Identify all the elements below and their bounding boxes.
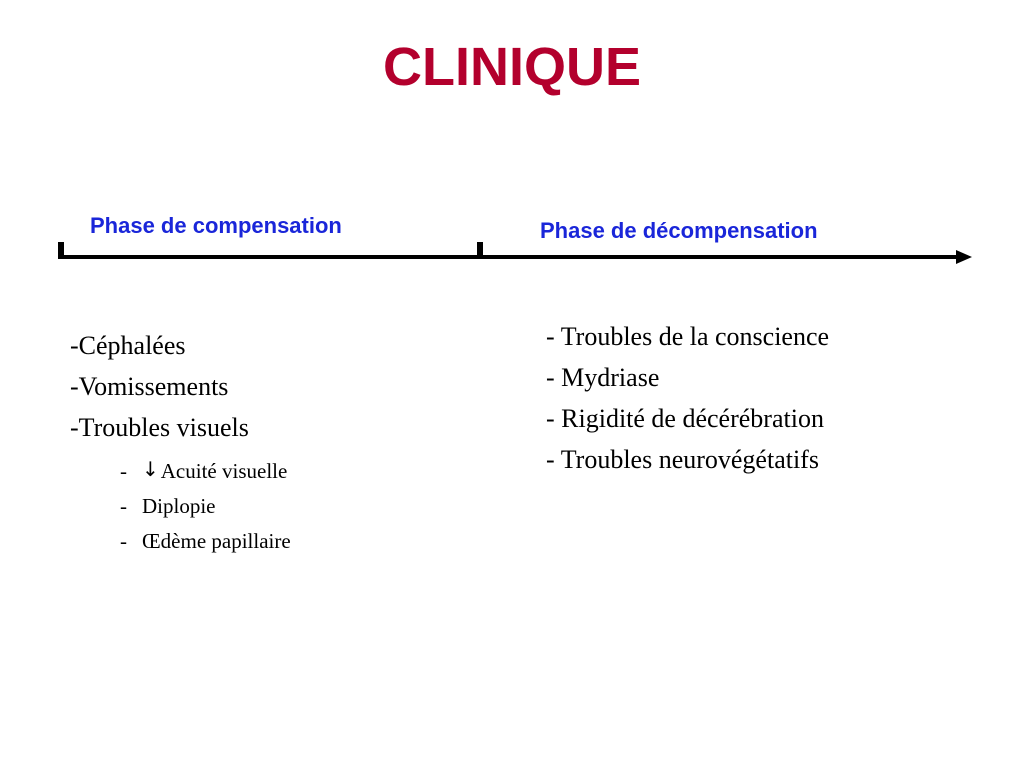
decompensation-symptom-list — [546, 316, 829, 480]
sub-list-dash: - — [120, 529, 127, 553]
slide-title: CLINIQUE — [382, 37, 641, 97]
compensation-symptom-list — [70, 325, 249, 448]
sub-list-text: Acuité visuelle — [160, 459, 288, 483]
timeline-start-tick — [58, 242, 64, 259]
sub-list-item-papilledema — [120, 524, 291, 559]
timeline-mid-tick — [477, 242, 483, 257]
sub-list-item-acuity — [120, 452, 291, 489]
list-item: - Rigidité de décérébration — [546, 404, 824, 433]
list-item: -Troubles visuels — [70, 413, 249, 442]
sub-list-text: Œdème papillaire — [142, 529, 291, 553]
visual-troubles-sub-list — [120, 452, 291, 559]
list-item: -Céphalées — [70, 331, 186, 360]
sub-list-text: Diplopie — [142, 494, 216, 518]
list-item: -Vomissements — [70, 372, 229, 401]
list-item: - Troubles neurovégétatifs — [546, 445, 819, 474]
list-item: - Troubles de la conscience — [546, 322, 830, 351]
list-item: - Mydriase — [546, 363, 660, 392]
sub-list-dash: - — [120, 494, 127, 518]
timeline-arrowhead — [956, 250, 972, 264]
phase-decompensation-label: Phase de décompensation — [540, 218, 818, 243]
down-arrow-icon: ↓ — [142, 457, 159, 481]
sub-list-item-diplopia — [120, 489, 291, 524]
sub-list-dash: - — [120, 459, 127, 483]
phase-compensation-label: Phase de compensation — [90, 213, 342, 238]
